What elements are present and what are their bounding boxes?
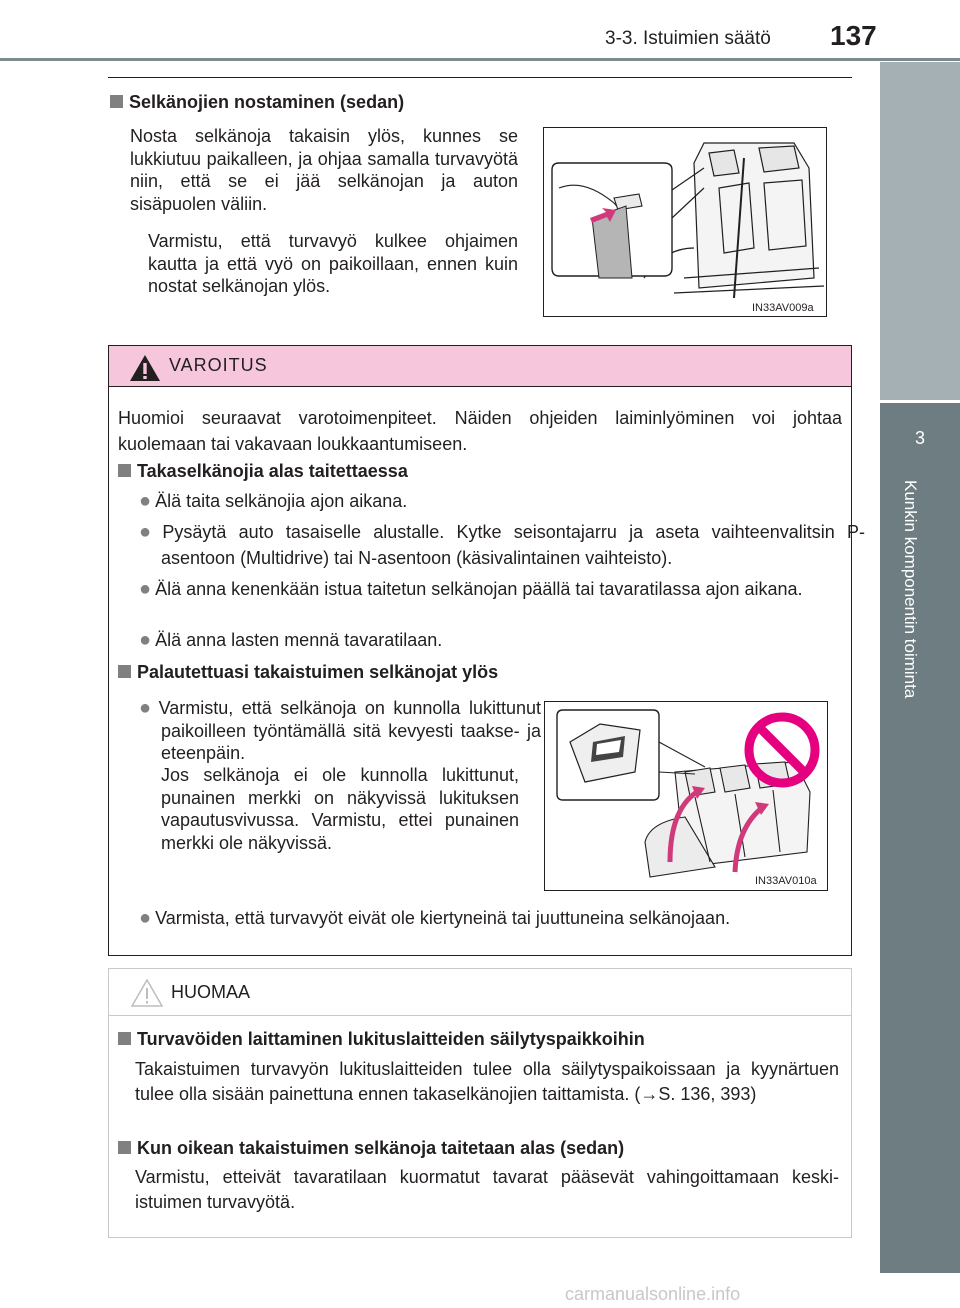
square-bullet-icon <box>118 1141 131 1154</box>
header-rule <box>0 58 960 61</box>
side-tab <box>880 403 960 1273</box>
warning-triangle-icon <box>129 354 161 382</box>
warning-title: VAROITUS <box>169 355 268 375</box>
notice-text-2: Varmistu, etteivät tavaratilaan kuormatut tavarat pääsevät vahingoittamaan keski-istuimen turvavyötä. <box>135 1167 839 1212</box>
page-number: 137 <box>830 20 877 51</box>
warning-list-item: ● Pysäytä auto tasaiselle alustalle. Kytke seisontajarru ja aseta vaihteenvalitsin P-asentoon (Multidrive) tai N-asentoon (käsivalintainen vaihteisto). <box>139 521 865 568</box>
chapter-number: 3 <box>914 428 925 448</box>
square-bullet-icon <box>118 464 131 477</box>
warning-intro: Huomioi seuraavat varotoimenpiteet. Näiden ohjeiden laiminlyöminen voi johtaa kuolemaan tai vakavaan loukkaantumiseen. <box>118 408 842 454</box>
warning-box <box>108 345 865 956</box>
bullet-icon: ● <box>139 629 152 651</box>
warning-subheading-2: Palautettuasi takaistuimen selkänojat ylös <box>118 662 498 683</box>
notice-box <box>108 968 852 1238</box>
notice-title: HUOMAA <box>171 982 251 1002</box>
bullet-icon: ● <box>139 521 159 543</box>
section-rule <box>108 77 852 78</box>
bullet-icon: ● <box>139 578 152 600</box>
square-bullet-icon <box>110 95 123 108</box>
warning-list-item: ● Älä anna kenenkään istua taitetun selkänojan päällä tai tavaratilassa ajon aikana. <box>139 578 803 600</box>
warning-subheading-1: Takaselkänojia alas taitettaessa <box>118 461 408 482</box>
bullet-icon: ● <box>139 907 152 929</box>
warning-list-item: ● Älä anna lasten mennä tavaratilaan. <box>139 629 443 651</box>
warning-list-item: ● Varmista, että turvavyöt eivät ole kiertyneinä tai juuttuneina selkänojaan. <box>139 907 731 929</box>
seatback-figure <box>543 127 827 317</box>
warning-list-item: ● Varmistu, että selkänoja on kunnolla lukittunut paikoilleen työntämällä sitä kevyesti taakse- ja eteenpäin. <box>139 697 541 763</box>
seat-lock-illustration <box>545 702 827 890</box>
notice-subheading-1: Turvavöiden laittaminen lukituslaitteiden säilytyspaikkoihin <box>118 1029 645 1050</box>
side-tab-upper <box>880 62 960 400</box>
notice-subheading-2: Kun oikean takaistuimen selkänoja taitetaan alas (sedan) <box>118 1138 624 1159</box>
seatback-illustration <box>544 128 826 316</box>
warning-list-note: Jos selkänoja ei ole kunnolla lukittunut, punainen merkki on näkyvissä lukituksen vapautusvivussa. Varmistu, ettei punainen merkki ole näkyvissä. <box>161 765 519 853</box>
bullet-icon: ● <box>139 697 155 719</box>
section-heading: Selkänojien nostaminen (sedan) <box>110 92 404 113</box>
section-note: Varmistu, että turvavyö kulkee ohjaimen kautta ja että vyö on paikoillaan, ennen kuin nostat selkänojan ylös. <box>148 231 518 296</box>
chapter-title: Kunkin komponentin toiminta <box>901 480 920 699</box>
watermark: carmanualsonline.info <box>565 1284 741 1304</box>
seat-lock-figure <box>544 701 828 891</box>
section-title: 3-3. Istuimien säätö <box>605 28 771 49</box>
bullet-icon: ● <box>139 490 152 512</box>
notice-text-1: Takaistuimen turvavyön lukituslaitteiden tulee olla säilytyspaikoissaan ja kyynärtuen tulee olla sisään painettuna ennen takaselkänojien taittamista. (→S. 136, 393) <box>135 1059 839 1104</box>
section-paragraph: Nosta selkänoja takaisin ylös, kunnes se lukkiutuu paikalleen, ja ohjaa samalla turvavyötä niin, että se ei jää selkänojan ja auton sisäpuolen väliin. <box>130 126 518 214</box>
notice-divider <box>109 1015 851 1016</box>
warning-list-item: ● Älä taita selkänojia ajon aikana. <box>139 490 408 512</box>
square-bullet-icon <box>118 1032 131 1045</box>
square-bullet-icon <box>118 665 131 678</box>
figure-code: IN33AV009a <box>752 302 814 314</box>
figure-code: IN33AV010a <box>755 875 817 887</box>
notice-triangle-icon <box>131 979 163 1007</box>
